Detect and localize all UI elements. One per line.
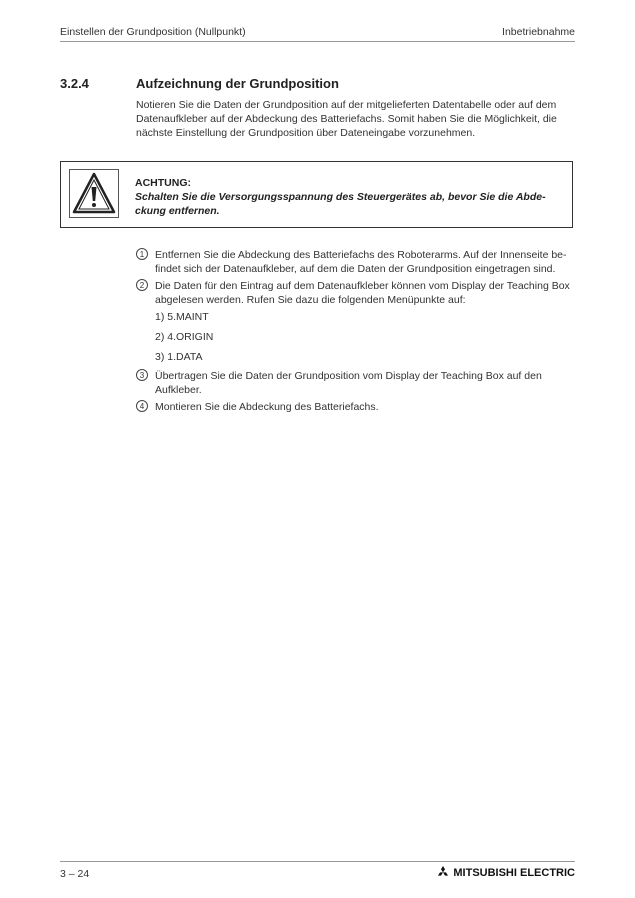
footer-divider (60, 861, 575, 862)
step-text: Die Daten für den Eintrag auf dem Datenaufkleber können vom Display der Teaching Box abgelesen werden. Rufen Sie dazu die folgenden Menüpunkte auf: (155, 280, 570, 306)
header-divider (60, 41, 575, 42)
step-item (136, 369, 576, 397)
warning-title: ACHTUNG: (135, 177, 191, 189)
menu-item-data: 3) 1.DATA (155, 351, 203, 363)
step-item (136, 279, 576, 307)
step-text: Übertragen Sie die Daten der Grundposition vom Display der Teaching Box auf den Aufkleber. (155, 370, 542, 396)
step-number-badge: 2 (136, 279, 148, 291)
warning-icon-frame (69, 169, 119, 218)
mitsubishi-diamonds-icon (435, 866, 451, 879)
step-number-badge: 1 (136, 248, 148, 260)
step-item (136, 400, 576, 414)
header-chapter-title: Inbetriebnahme (502, 26, 575, 38)
step-number-badge: 3 (136, 369, 148, 381)
intro-paragraph: Notieren Sie die Daten der Grundposition auf der mitgelieferten Datentabelle oder auf dem Datenaufkleber auf der Abdeckung des Batteriefachs. Somit haben Sie die Möglichkeit, die nächste Einstellung der Grundposition über Dateneingabe vorzunehmen. (136, 99, 557, 139)
step-text: Montieren Sie die Abdeckung des Batteriefachs. (155, 401, 379, 413)
warning-text: Schalten Sie die Versorgungsspannung des Steuergerätes ab, bevor Sie die Abde-ckung entfernen. (135, 191, 546, 217)
brand-name: MITSUBISHI ELECTRIC (453, 866, 575, 879)
footer-brand (435, 866, 575, 879)
step-text: Entfernen Sie die Abdeckung des Batteriefachs des Roboterarms. Auf der Innenseite be-findet sich der Datenaufkleber, auf dem die Daten der Grundposition eingetragen sind. (155, 249, 567, 275)
warning-triangle-icon (72, 172, 116, 215)
page-number: 3 – 24 (60, 868, 90, 880)
menu-item-origin: 2) 4.ORIGIN (155, 331, 214, 343)
step-item (136, 248, 576, 276)
header-section-title: Einstellen der Grundposition (Nullpunkt) (60, 26, 246, 38)
menu-item-maint: 1) 5.MAINT (155, 311, 209, 323)
section-title: Aufzeichnung der Grundposition (136, 76, 339, 91)
warning-box (60, 161, 573, 228)
section-number: 3.2.4 (60, 76, 89, 91)
step-number-badge: 4 (136, 400, 148, 412)
